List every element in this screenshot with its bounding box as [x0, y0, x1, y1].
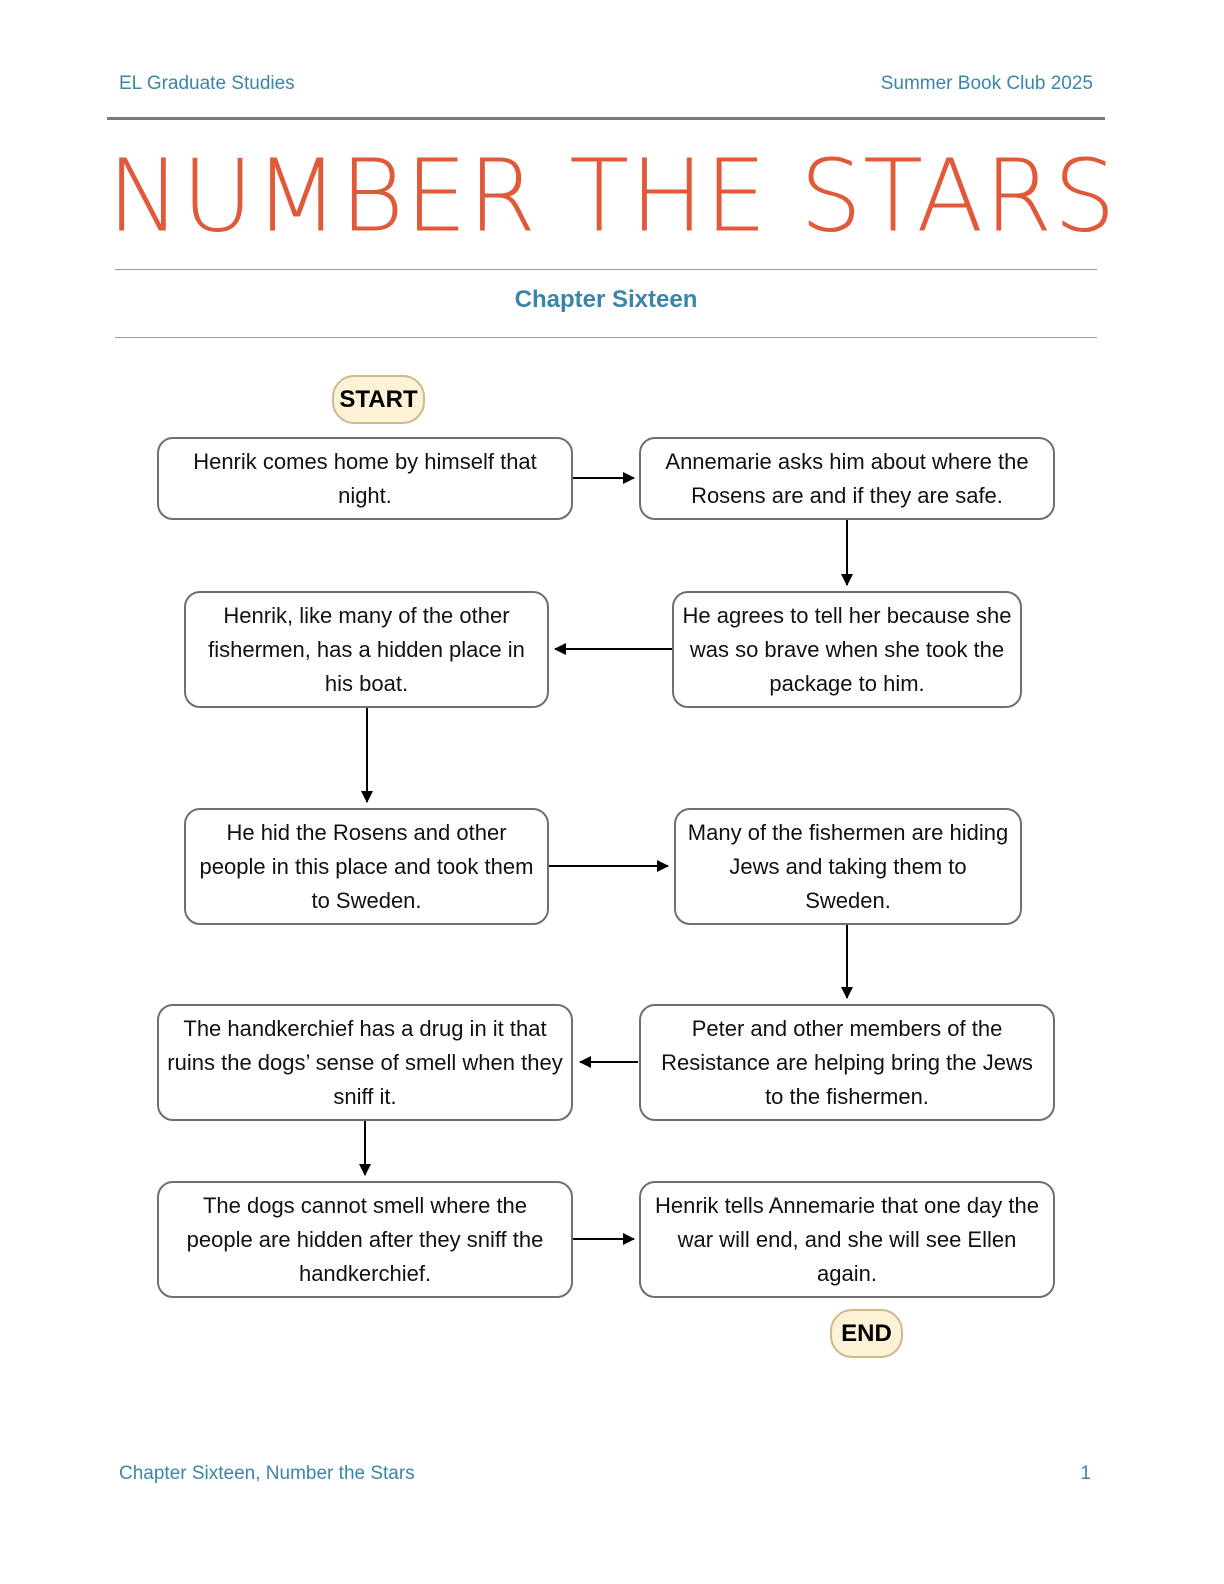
flow-step-9: The dogs cannot smell where the people are hidden after they sniff the handkerchief. [157, 1181, 573, 1298]
flow-step-1: Henrik comes home by himself that night. [157, 437, 573, 520]
flow-step-5: He hid the Rosens and other people in this place and took them to Sweden. [184, 808, 549, 925]
chapter-heading: Chapter Sixteen [514, 286, 698, 313]
page-number: 1 [1080, 1463, 1091, 1484]
flow-step-7: Peter and other members of the Resistance are helping bring the Jews to the fishermen. [639, 1004, 1055, 1121]
flow-step-8: The handkerchief has a drug in it that ruins the dogs’ sense of smell when they sniff it. [157, 1004, 573, 1121]
flow-step-10: Henrik tells Annemarie that one day the war will end, and she will see Ellen again. [639, 1181, 1055, 1298]
start-terminal: START [332, 375, 425, 424]
header-left-text: EL Graduate Studies [119, 73, 295, 94]
end-terminal: END [830, 1309, 903, 1358]
flow-step-6: Many of the fishermen are hiding Jews and taking them to Sweden. [674, 808, 1022, 925]
footer-left-text: Chapter Sixteen, Number the Stars [119, 1463, 415, 1484]
flow-step-4: Henrik, like many of the other fishermen, has a hidden place in his boat. [184, 591, 549, 708]
page-title: NUMBER THE STARS [107, 138, 1117, 256]
flow-step-3: He agrees to tell her because she was so brave when she took the package to him. [672, 591, 1022, 708]
flow-step-2: Annemarie asks him about where the Rosens are and if they are safe. [639, 437, 1055, 520]
header-right-text: Summer Book Club 2025 [880, 73, 1093, 94]
